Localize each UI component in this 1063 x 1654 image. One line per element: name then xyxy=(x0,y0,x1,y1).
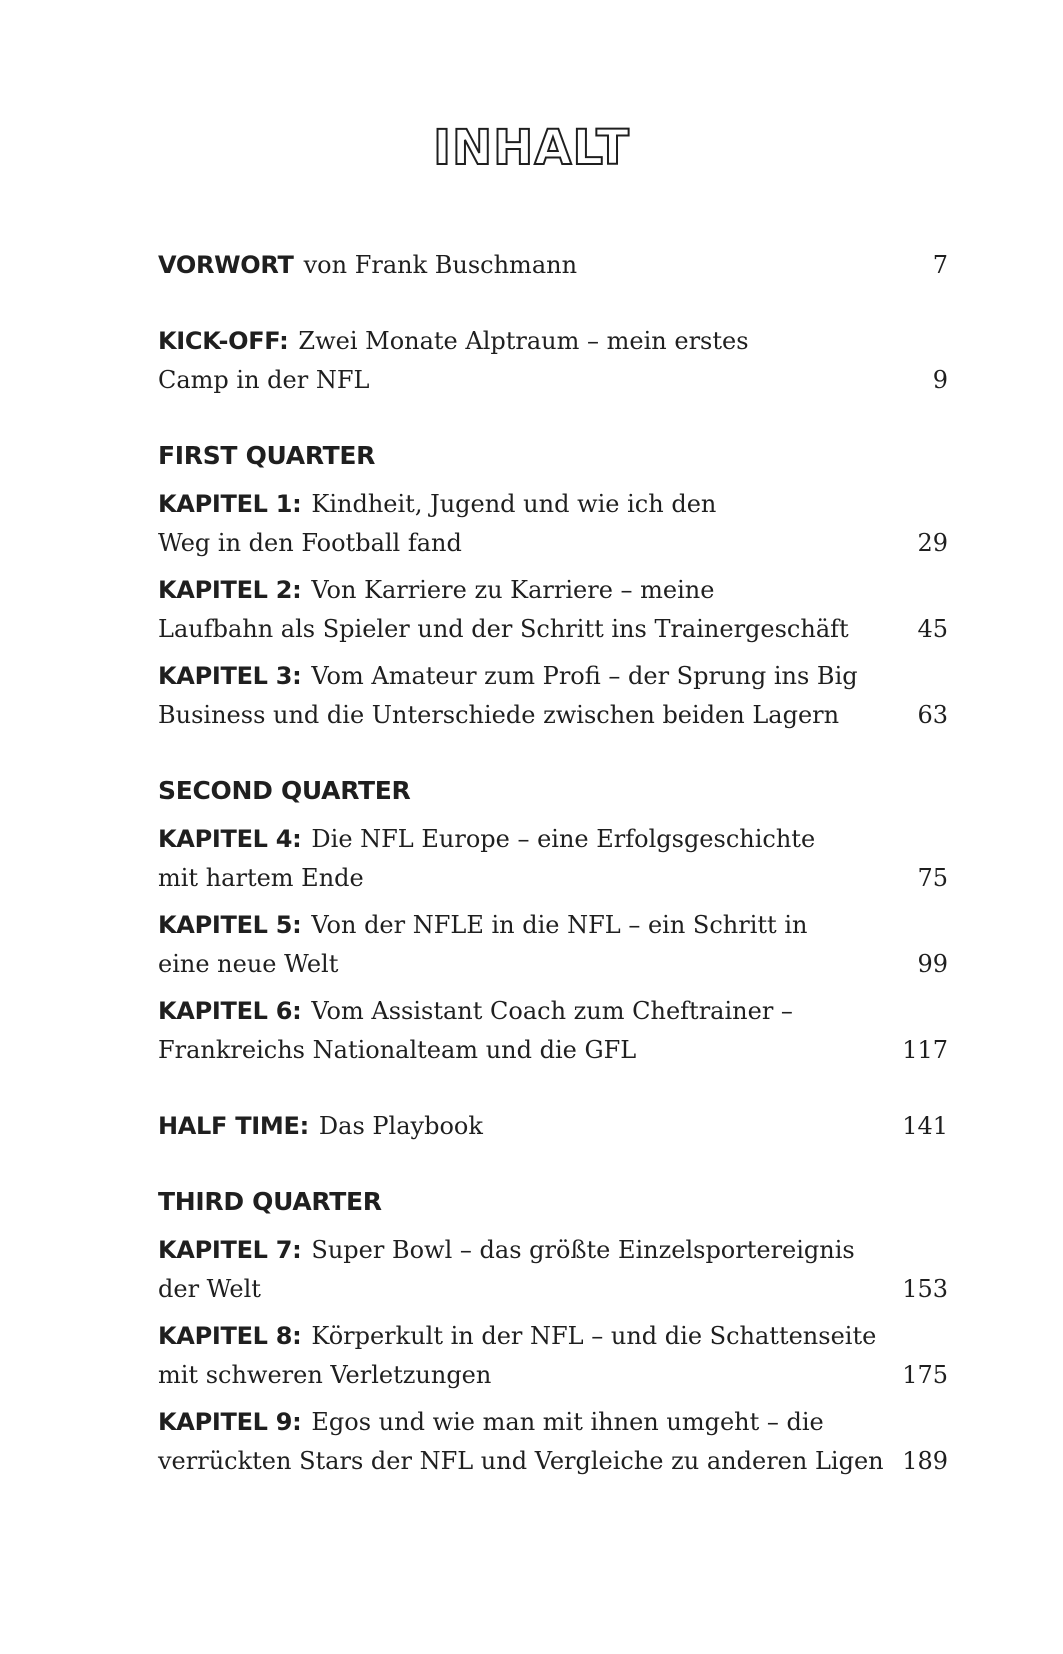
section-heading-third-quarter: THIRD QUARTER xyxy=(158,1187,382,1216)
toc-title: Vom Amateur zum Profi – der Sprung ins Big xyxy=(311,662,858,690)
toc-title-cont: Business und die Unterschiede zwischen beiden Lagern xyxy=(158,701,840,729)
toc-line xyxy=(158,1317,948,1356)
toc-line xyxy=(158,1231,948,1270)
toc-line xyxy=(158,246,948,285)
toc-title-cont: der Welt xyxy=(158,1275,261,1303)
toc-line xyxy=(158,485,948,524)
toc-line xyxy=(158,1031,948,1070)
toc-entry-kapitel-8[interactable] xyxy=(158,1317,948,1395)
toc-line xyxy=(158,992,948,1031)
toc-title: Die NFL Europe – eine Erfolgsgeschichte xyxy=(311,825,816,853)
page-number: 141 xyxy=(902,1112,948,1140)
toc-line xyxy=(158,859,948,898)
toc-entry-half-time[interactable] xyxy=(158,1107,948,1146)
toc-title-cont: mit schweren Verletzungen xyxy=(158,1361,492,1389)
toc-text xyxy=(158,322,749,361)
toc-title-cont: eine neue Welt xyxy=(158,950,339,978)
toc-label: KAPITEL 8: xyxy=(158,1322,302,1350)
page-title: INHALT xyxy=(433,120,630,176)
page-number: 189 xyxy=(902,1447,948,1475)
page-number: 7 xyxy=(932,251,948,279)
toc-entry-kapitel-5[interactable] xyxy=(158,906,948,984)
toc-label: HALF TIME: xyxy=(158,1112,309,1140)
toc-line xyxy=(158,657,948,696)
toc-line xyxy=(158,1403,948,1442)
toc-title: Körperkult in der NFL – und die Schattenseite xyxy=(311,1322,877,1350)
page-number: 153 xyxy=(902,1275,948,1303)
toc-line xyxy=(158,610,948,649)
toc-title-cont: Laufbahn als Spieler und der Schritt ins Trainergeschäft xyxy=(158,615,849,643)
toc-entry-kapitel-2[interactable] xyxy=(158,571,948,649)
toc-title: Super Bowl – das größte Einzelsportereignis xyxy=(311,1236,855,1264)
toc-entry-kapitel-3[interactable] xyxy=(158,657,948,735)
toc-label: KAPITEL 1: xyxy=(158,490,302,518)
page-number: 175 xyxy=(902,1361,948,1389)
toc-title: Von Karriere zu Karriere – meine xyxy=(311,576,715,604)
toc-title: Das Playbook xyxy=(318,1112,483,1140)
toc-title: von Frank Buschmann xyxy=(303,251,578,279)
toc-line xyxy=(158,571,948,610)
page-number: 75 xyxy=(917,864,948,892)
toc-label: KAPITEL 6: xyxy=(158,997,302,1025)
page-number: 63 xyxy=(917,701,948,729)
toc-line xyxy=(158,1356,948,1395)
toc-title: Vom Assistant Coach zum Cheftrainer – xyxy=(311,997,793,1025)
toc-line xyxy=(158,696,948,735)
toc-label: KAPITEL 2: xyxy=(158,576,302,604)
page-number: 99 xyxy=(917,950,948,978)
toc-line xyxy=(158,820,948,859)
toc-title-cont: Camp in der NFL xyxy=(158,366,370,394)
toc-title-cont: verrückten Stars der NFL und Vergleiche zu anderen Ligen xyxy=(158,1447,884,1475)
toc-line xyxy=(158,361,948,400)
toc-line xyxy=(158,1270,948,1309)
toc-label: KAPITEL 9: xyxy=(158,1408,302,1436)
toc-entry-kapitel-7[interactable] xyxy=(158,1231,948,1309)
toc-title-cont: Frankreichs Nationalteam und die GFL xyxy=(158,1036,637,1064)
page-number: 45 xyxy=(917,615,948,643)
toc-title: Egos und wie man mit ihnen umgeht – die xyxy=(311,1408,824,1436)
page-number: 9 xyxy=(932,366,948,394)
toc-title: Kindheit, Jugend und wie ich den xyxy=(311,490,717,518)
toc-line xyxy=(158,906,948,945)
toc-text xyxy=(158,246,577,285)
toc-line xyxy=(158,322,948,361)
toc-title: Zwei Monate Alptraum – mein erstes xyxy=(298,327,749,355)
toc-line xyxy=(158,1442,948,1481)
toc-entry-kapitel-1[interactable] xyxy=(158,485,948,563)
toc-label: KAPITEL 7: xyxy=(158,1236,302,1264)
toc-entry-vorwort[interactable] xyxy=(158,246,948,285)
page-number: 117 xyxy=(902,1036,948,1064)
toc-label: KICK-OFF: xyxy=(158,327,289,355)
section-heading-second-quarter: SECOND QUARTER xyxy=(158,776,411,805)
toc-line xyxy=(158,1107,948,1146)
toc-title-cont: Weg in den Football fand xyxy=(158,529,462,557)
toc-title-cont: mit hartem Ende xyxy=(158,864,364,892)
toc-label: KAPITEL 3: xyxy=(158,662,302,690)
toc-entry-kickoff[interactable] xyxy=(158,322,948,400)
toc-label: KAPITEL 4: xyxy=(158,825,302,853)
toc-label: VORWORT xyxy=(158,251,294,279)
toc-line xyxy=(158,945,948,984)
toc-line xyxy=(158,524,948,563)
section-heading-first-quarter: FIRST QUARTER xyxy=(158,441,376,470)
toc-entry-kapitel-4[interactable] xyxy=(158,820,948,898)
toc-title: Von der NFLE in die NFL – ein Schritt in xyxy=(311,911,808,939)
page-number: 29 xyxy=(917,529,948,557)
toc-entry-kapitel-6[interactable] xyxy=(158,992,948,1070)
table-of-contents xyxy=(158,246,948,1481)
toc-label: KAPITEL 5: xyxy=(158,911,302,939)
toc-entry-kapitel-9[interactable] xyxy=(158,1403,948,1481)
